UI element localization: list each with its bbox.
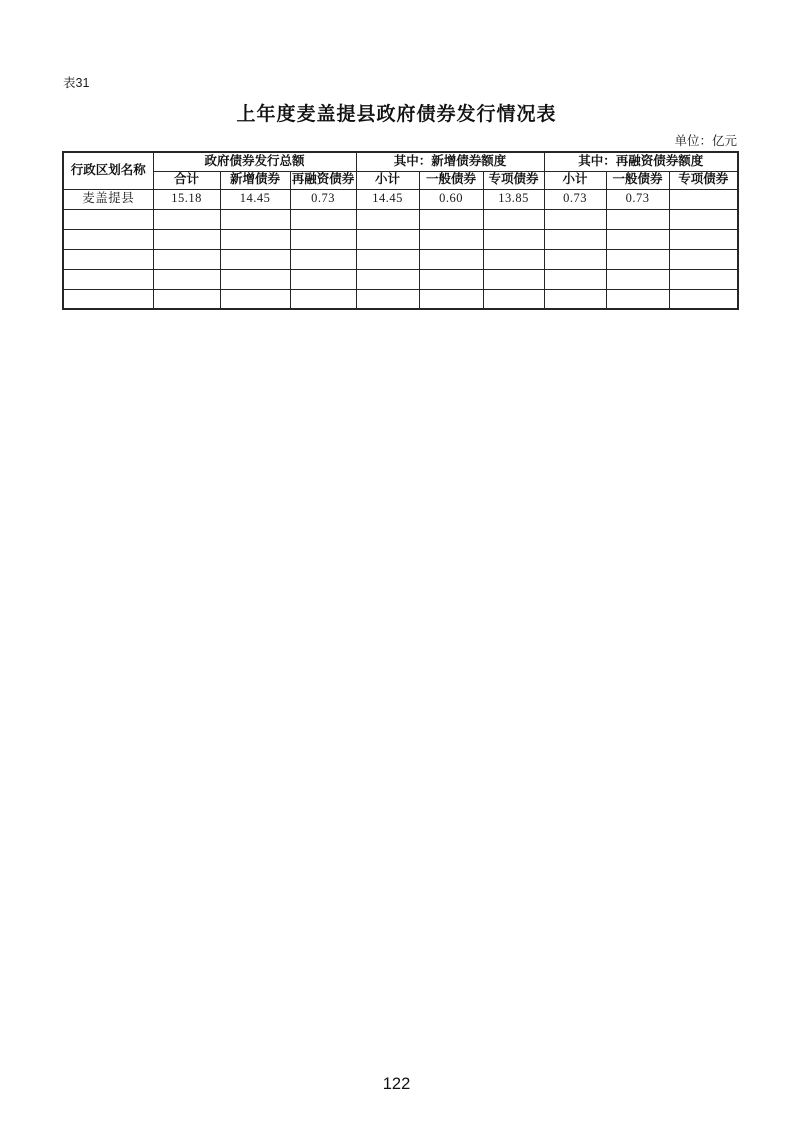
value-cell	[419, 269, 483, 289]
value-cell	[606, 289, 669, 309]
col-header-refi-subtotal: 小计	[544, 171, 606, 189]
value-cell	[483, 249, 544, 269]
col-header-refinancing-bonds: 再融资债券	[290, 171, 356, 189]
region-name-cell	[63, 229, 153, 249]
value-cell: 14.45	[220, 189, 290, 209]
value-cell	[220, 289, 290, 309]
value-cell	[356, 249, 419, 269]
col-header-new-subtotal: 小计	[356, 171, 419, 189]
col-header-new-general: 一般债券	[419, 171, 483, 189]
value-cell	[669, 289, 738, 309]
value-cell	[606, 209, 669, 229]
value-cell	[220, 229, 290, 249]
value-cell	[356, 269, 419, 289]
value-cell	[356, 289, 419, 309]
table-header-sub-row	[63, 171, 738, 189]
page-title: 上年度麦盖提县政府债券发行情况表	[236, 104, 557, 125]
value-cell	[483, 229, 544, 249]
table-row	[63, 249, 738, 269]
col-header-new-bonds: 新增债券	[220, 171, 290, 189]
group-header-total-issuance: 政府债券发行总额	[153, 152, 356, 171]
value-cell: 15.18	[153, 189, 220, 209]
value-cell: 0.73	[290, 189, 356, 209]
value-cell	[669, 269, 738, 289]
value-cell	[544, 249, 606, 269]
value-cell	[606, 249, 669, 269]
value-cell	[153, 229, 220, 249]
table-row	[63, 189, 738, 209]
value-cell	[290, 269, 356, 289]
value-cell	[290, 249, 356, 269]
table-row	[63, 229, 738, 249]
table-row	[63, 209, 738, 229]
value-cell	[483, 209, 544, 229]
value-cell	[544, 229, 606, 249]
col-header-refi-special: 专项债券	[669, 171, 738, 189]
group-header-refinancing-bond-quota: 其中：再融资债券额度	[544, 152, 738, 171]
value-cell	[220, 269, 290, 289]
value-cell	[544, 269, 606, 289]
value-cell	[153, 249, 220, 269]
bond-issuance-table	[62, 151, 739, 310]
value-cell: 14.45	[356, 189, 419, 209]
value-cell	[544, 209, 606, 229]
col-header-refi-general: 一般债券	[606, 171, 669, 189]
value-cell: 0.60	[419, 189, 483, 209]
value-cell	[419, 229, 483, 249]
table-tag-label: 表31	[63, 76, 90, 90]
region-name-cell	[63, 249, 153, 269]
value-cell	[290, 229, 356, 249]
table-header-group-row	[63, 152, 738, 171]
value-cell	[606, 269, 669, 289]
value-cell	[669, 189, 738, 209]
region-column-header: 行政区划名称	[63, 152, 153, 189]
value-cell: 13.85	[483, 189, 544, 209]
value-cell	[356, 209, 419, 229]
value-cell	[669, 249, 738, 269]
value-cell	[483, 289, 544, 309]
region-name-cell	[63, 209, 153, 229]
value-cell	[419, 249, 483, 269]
group-header-new-bond-quota: 其中：新增债券额度	[356, 152, 544, 171]
region-name-cell	[63, 289, 153, 309]
table-row	[63, 289, 738, 309]
table-row	[63, 269, 738, 289]
value-cell	[606, 229, 669, 249]
value-cell	[419, 209, 483, 229]
value-cell	[290, 209, 356, 229]
value-cell	[220, 249, 290, 269]
value-cell	[669, 229, 738, 249]
value-cell: 0.73	[544, 189, 606, 209]
value-cell	[483, 269, 544, 289]
value-cell	[220, 209, 290, 229]
col-header-total: 合计	[153, 171, 220, 189]
region-name-cell	[63, 269, 153, 289]
value-cell	[153, 209, 220, 229]
col-header-new-special: 专项债券	[483, 171, 544, 189]
value-cell: 0.73	[606, 189, 669, 209]
value-cell	[669, 209, 738, 229]
page-number: 122	[382, 1075, 411, 1093]
value-cell	[153, 289, 220, 309]
value-cell	[290, 289, 356, 309]
value-cell	[544, 289, 606, 309]
value-cell	[356, 229, 419, 249]
region-name-cell: 麦盖提县	[63, 189, 153, 209]
value-cell	[419, 289, 483, 309]
unit-label: 单位：亿元	[674, 134, 737, 148]
value-cell	[153, 269, 220, 289]
